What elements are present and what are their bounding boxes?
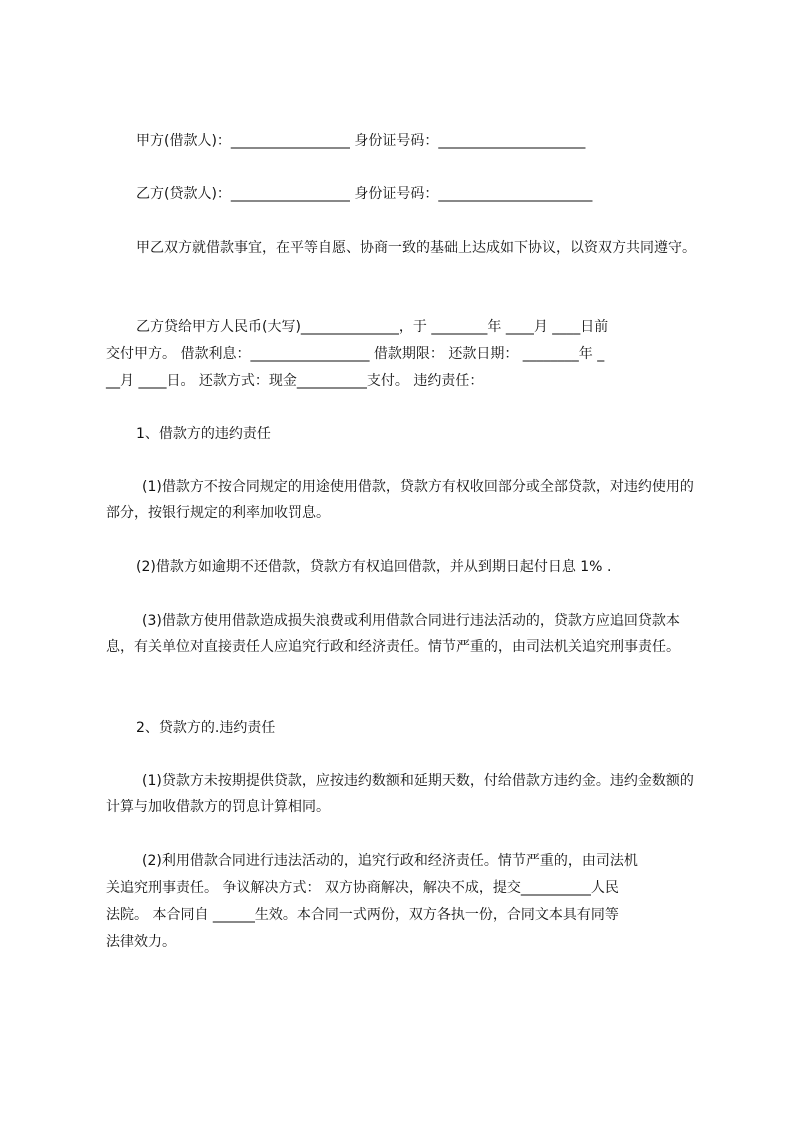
clause-2-2-line-3: 法院。 本合同自 ______生效。本合同一式两份，双方各执一份，合同文本具有同等	[106, 907, 619, 923]
clause-2-2-line-4: 法律效力。	[106, 934, 176, 950]
intro-paragraph: 甲乙双方就借款事宜，在平等自愿、协商一致的基础上达成如下协议，以资双方共同遵守。	[136, 240, 696, 256]
clause-2-2-line-1: (2)利用借款合同进行违法活动的，追究行政和经济责任。情节严重的，由司法机	[142, 853, 638, 869]
clause-1-2: (2)借款方如逾期不还借款，贷款方有权追回借款，并从到期日起付日息 1% .	[136, 559, 612, 575]
loan-line-1: 乙方贷给甲方人民币(大写)______________，于 ________年 ____月 ____日前	[136, 319, 609, 335]
clause-1-1: (1)借款方不按合同规定的用途使用借款，贷款方有权收回部分或全部贷款，对违约使用的部分，按银行规定的利率加收罚息。	[106, 479, 694, 521]
clause-1-3: (3)借款方使用借款造成损失浪费或利用借款合同进行违法活动的，贷款方应追回贷款本息，有关单位对直接责任人应追究行政和经济责任。情节严重的，由司法机关追究刑事责任。	[106, 613, 680, 655]
loan-line-2: 交付甲方。 借款利息：_________________ 借款期限： 还款日期： ________年 _	[106, 346, 605, 362]
party-b-line: 乙方(贷款人)：_________________ 身份证号码：______________________	[136, 186, 593, 202]
section-1-title: 1、借款方的违约责任	[136, 426, 271, 442]
loan-line-3: __月 ____日。 还款方式：现金__________支付。 违约责任：	[106, 373, 484, 389]
clause-2-1: (1)贷款方未按期提供贷款，应按违约数额和延期天数，付给借款方违约金。违约金数额的计算与加收借款方的罚息计算相同。	[106, 773, 694, 815]
section-2-title: 2、贷款方的.违约责任	[136, 720, 276, 736]
clause-2-2-line-2: 关追究刑事责任。 争议解决方式： 双方协商解决，解决不成，提交__________人民	[106, 880, 619, 896]
party-a-line: 甲方(借款人)：_________________ 身份证号码：_____________________	[136, 133, 586, 149]
